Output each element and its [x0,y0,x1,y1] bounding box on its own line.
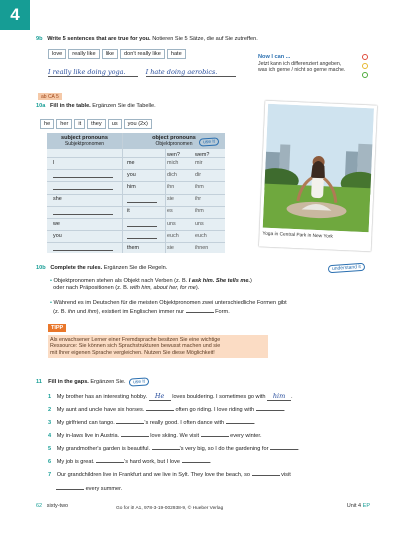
copyright-line: Go for it! A1, 978-3-19-002938-9, © Hueber Verlag [116,506,224,511]
tip-box [48,335,268,358]
sentence-1 [48,392,293,401]
exercise-number: 10a [36,103,46,109]
table-cell-wem: euch [195,232,207,239]
exercise-title: Fill in the table. [50,103,91,109]
yoga-photo [263,104,374,233]
subject-header-en: subject pronouns [61,134,108,141]
gap-input[interactable] [182,457,210,463]
answer-line-9b[interactable] [48,68,248,78]
table-cell-obj: it [127,208,130,215]
chip: us [108,119,122,129]
rule-text: Während es im Deutschen für die meisten Objektpronomen zwei unterschiedliche Formen gibt [53,300,287,306]
rule-text: (z. B. [53,308,68,315]
table-cell-wem: ihm [195,184,204,191]
sentence-text: My job is great. [56,459,95,465]
gap-input[interactable] [116,418,144,424]
chip: like [102,49,118,59]
sentence-text: My aunt and uncle have six horses. [56,407,145,413]
exercise-10a-heading [36,103,156,110]
traffic-light-icon [362,54,368,81]
sentence-text: love skiing. We visit [150,433,199,439]
exercise-title: Fill in the gaps. [48,379,89,385]
exercise-number: 11 [36,379,42,385]
chip: you (2x) [124,119,152,129]
sentence-text: . [253,420,256,426]
sentence-number: 2 [48,407,52,413]
sentence-text: 's very big, so I do the gardening for [179,446,269,452]
unit-label: Unit 4 [346,503,362,509]
rule-example: with him, about her, for me [129,284,196,291]
sentence-text: . [298,446,300,452]
photo-caption: Yoga in Central Park in New York [262,232,333,241]
wem-header: wem? [195,151,210,158]
sentence-7 [48,470,291,479]
table-cell-wen: sie [167,245,174,252]
sentence-text: every summer. [85,486,123,492]
sentence-number: 5 [48,446,52,452]
table-cell-wem: uns [195,220,204,227]
gap-input[interactable] [186,307,214,313]
rule-text: Objektpronomen stehen als Objekt nach Verben (z. B. [53,278,189,284]
sentence-text: often go riding. I love riding with [175,407,255,413]
sentence-text: . [209,459,212,465]
word-chips-10a [40,119,154,129]
sentence-number: 6 [48,459,52,465]
object-header-de: Objektpronomen [155,141,193,148]
rule-text: oder nach Präpositionen (z. B. [53,284,130,291]
table-cell-subj: you [53,232,62,239]
gap-input[interactable] [127,197,157,203]
sentence-text: every winter. [230,433,262,439]
now-i-can-text-1: Jetzt kann ich differenziert angeben, [258,60,342,67]
table-cell-wem: ihnen [195,245,209,252]
handwritten-answer-2: I hate doing aerobics. [146,68,236,77]
table-cell-obj: you [127,171,136,178]
gap-input[interactable] [226,418,254,424]
rule-example: ihm [87,308,97,315]
sentence-number: 3 [48,420,52,426]
sentence-6 [48,457,211,466]
exercise-10b-heading [36,265,167,272]
sentence-text: My brother has an interesting hobby. [56,394,148,400]
rule-text: ), existiert im Englischen immer nur [96,308,185,315]
table-cell-wen: dich [167,171,177,178]
exercise-title: Write 5 sentences that are true for you. [47,36,151,42]
gap-input[interactable] [53,184,113,190]
page-footer [36,503,370,510]
chip: he [40,119,54,129]
table-cell-wen: sie [167,196,174,203]
subject-header [47,133,122,149]
exercise-instruction: Ergänzen Sie. [90,379,126,385]
chip: don't really like [120,49,165,59]
page-number: 62 [36,503,43,509]
sentence-text: 's hard work, but I love [124,459,180,465]
table-cell-wen: ihn [167,184,175,191]
workbook-reference: ab CA 5 [38,93,62,100]
wen-header: wen? [167,151,180,158]
exercise-instruction: Ergänzen Sie die Tabelle. [92,103,156,109]
chip: it [74,119,85,129]
handwritten-answer-1: I really like doing yoga. [48,68,138,77]
gap-input[interactable] [201,431,229,437]
gap-answer[interactable]: He [149,392,171,401]
table-cell-obj[interactable] [127,195,163,205]
exercise-number: 10b [36,265,46,271]
unit-number: 4 [10,5,20,25]
table-cell-subj[interactable] [53,170,119,180]
gap-input[interactable] [53,209,113,215]
gap-input[interactable] [252,470,280,476]
exercise-instruction: Ergänzen Sie die Regeln. [103,265,168,271]
exercise-11-heading [36,378,149,386]
tip-line: Ressource: Sie können sich Sprachstrukturen bewusst machen und sie [50,343,221,350]
exercise-number: 9b [36,36,43,42]
rule-text: ). [195,284,200,291]
table-cell-wen: es [167,208,173,215]
now-i-can-title: Now I can ... [258,54,291,60]
gap-input[interactable] [152,444,180,450]
sentence-text: My girlfriend can tango. [56,420,115,426]
use-it-label: use it [199,137,219,147]
tip-label: TIPP [48,324,66,332]
gap-answer[interactable]: him [267,392,291,401]
use-it-label: use it [128,377,148,387]
table-cell-subj: she [53,196,62,203]
sentence-4 [48,431,262,440]
chip: hate [167,49,186,59]
use-it-badge [199,138,219,146]
table-cell-obj: them [127,245,139,252]
rule-text: Form. [215,308,230,315]
now-i-can-box [258,54,370,84]
sentence-text: 's really good. I often dance with [144,420,225,426]
sentence-7-continued [56,484,122,493]
sentence-2 [48,405,285,414]
gap-input[interactable] [127,221,157,227]
table-cell-obj[interactable] [127,231,163,241]
now-i-can-text-2: was ich gerne / nicht so gerne mache. [258,67,346,74]
table-cell-wem: mir [195,159,203,166]
gap-input[interactable] [56,484,84,490]
chip: love [48,49,66,59]
understand-it-badge [328,264,365,272]
table-cell-obj[interactable] [127,219,163,229]
sentence-text: My grandmother's garden is beautiful. [56,446,151,452]
rule-example: I ask him. She tells me. [188,278,251,284]
rule-text: und [75,308,88,315]
unit-tab [0,0,30,30]
table-cell-wen: mich [167,159,179,166]
rule-text: ) [250,278,252,284]
understand-it-label: understand it [328,263,365,274]
table-cell-wen: uns [167,220,176,227]
table-cell-obj: me [127,159,135,166]
sentence-number: 7 [48,472,52,478]
sentence-5 [48,444,300,453]
gap-input[interactable] [127,233,157,239]
gap-input[interactable] [256,405,284,411]
sentence-3 [48,418,255,427]
exercise-9b-heading [36,36,258,43]
photo-frame [259,101,377,252]
rule-example: ihn [67,308,76,315]
sentence-text: . [291,394,293,400]
exercise-instruction: Notieren Sie 5 Sätze, die auf Sie zutreffen. [152,36,258,42]
chip: her [56,119,72,129]
sentence-text: Our grandchildren live in Frankfurt and we live in Sylt. They love the beach, so [56,472,250,478]
table-cell-wem: ihm [195,208,204,215]
subject-header-de: Subjektpronomen [64,141,105,148]
sentence-text: loves bouldering. I sometimes go with [172,394,266,400]
chip: they [87,119,106,129]
table-cell-wen: euch [167,232,179,239]
table-cell-obj: him [127,184,136,191]
table-cell-wem: dir [195,171,201,178]
table-cell-subj: I [53,159,55,166]
sentence-number: 1 [48,394,52,400]
tip-line: Als erwachsener Lerner einer Fremdsprache besitzen Sie eine wichtige [50,336,221,343]
gap-input[interactable] [96,457,124,463]
table-cell-subj[interactable] [53,207,119,217]
word-chips-9b [48,49,188,59]
gap-input[interactable] [53,172,113,178]
table-cell-subj[interactable] [53,182,119,192]
exercise-title: Complete the rules. [50,265,103,271]
tip-line: mit Ihrer eigenen Sprache vergleichen. Nutzen Sie diese Möglichkeit! [50,350,215,356]
page-number-word: sixty-two [46,503,69,509]
sentence-number: 4 [48,433,52,439]
sentence-text: visit [281,472,291,478]
pronoun-table [47,133,225,253]
gap-input[interactable] [270,444,298,450]
chip: really like [68,49,99,59]
sentence-text: My in-laws live in Austria. [56,433,120,439]
table-cell-wem: ihr [195,196,201,203]
object-header-en: object pronouns [152,134,196,141]
gap-input[interactable] [146,405,174,411]
sentence-text: . [283,407,286,413]
gap-input[interactable] [53,245,113,251]
rule-bullet-1: • Objektpronomen stehen als Objekt nach Verben (z. B. I ask him. She tells me.) oder nach Präpositionen (z. B. with him, about her, for me). [50,278,252,291]
table-cell-subj[interactable] [53,243,119,253]
ep-label: EP [362,503,370,509]
rule-bullet-2: • Während es im Deutschen für die meisten Objektpronomen zwei unterschiedliche Formen gibt (z. B. ihn und ihm), existiert im Englischen immer nur Form. [50,300,287,315]
table-cell-subj: we [53,220,60,227]
gap-input[interactable] [121,431,149,437]
